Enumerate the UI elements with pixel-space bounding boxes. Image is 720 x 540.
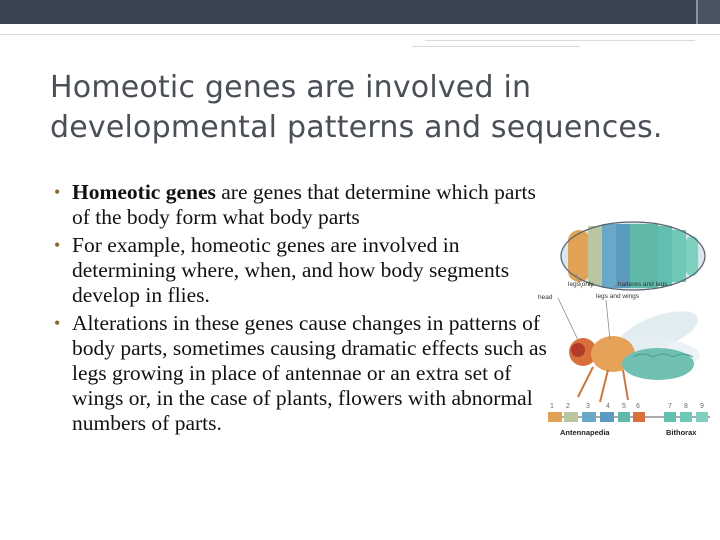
bullet-list: [52, 180, 552, 439]
bullet-icon: •: [54, 182, 61, 202]
label-legs-and-wings: legs and wings: [596, 293, 639, 300]
embryo-illustration: [561, 222, 705, 290]
bullet-bold-term: Homeotic genes: [72, 180, 216, 204]
bullet-text: are genes that determine which parts of the body form what body parts: [72, 180, 536, 229]
gene-number: 8: [684, 403, 688, 410]
label-head: head: [538, 294, 553, 301]
top-decor-bar: [0, 0, 696, 24]
bullet-item: [52, 180, 552, 230]
fly-homeotic-figure: [538, 212, 713, 444]
bullet-icon: •: [54, 313, 61, 333]
gene-numbers: [550, 403, 704, 410]
gene-number: 4: [606, 403, 610, 410]
bullet-text: For example, homeotic genes are involved in determining where, when, and how body segments develop in flies.: [72, 233, 510, 307]
fly-illustration: [569, 303, 703, 402]
slide-title: Homeotic genes are involved in developmental patterns and sequences.: [50, 70, 663, 145]
bullet-item: [52, 233, 552, 308]
gene-number: 6: [636, 403, 640, 410]
label-antennapedia: Antennapedia: [560, 428, 610, 437]
gene-number: 5: [622, 403, 626, 410]
label-bithorax: Bithorax: [666, 428, 697, 437]
bullet-text: Alterations in these genes cause changes in patterns of body parts, sometimes causing dramatic effects such as legs growing in place of antennae or an extra set of wings or, in the case of plants, flowers with abnormal numbers of parts.: [72, 311, 547, 435]
bullet-icon: •: [54, 235, 61, 255]
label-halteres-and-legs: halteres and legs: [618, 281, 668, 288]
bullet-item: [52, 311, 552, 436]
decor-rule: [412, 46, 580, 47]
label-legs-only: legs only: [568, 281, 594, 288]
gene-number: 2: [566, 403, 570, 410]
gene-number: 7: [668, 403, 672, 410]
decor-rule: [0, 34, 720, 35]
decor-rule: [425, 40, 695, 41]
top-decor-corner: [696, 0, 720, 24]
gene-number: 9: [700, 403, 704, 410]
gene-bar: [548, 403, 710, 422]
gene-number: 3: [586, 403, 590, 410]
gene-number: 1: [550, 403, 554, 410]
